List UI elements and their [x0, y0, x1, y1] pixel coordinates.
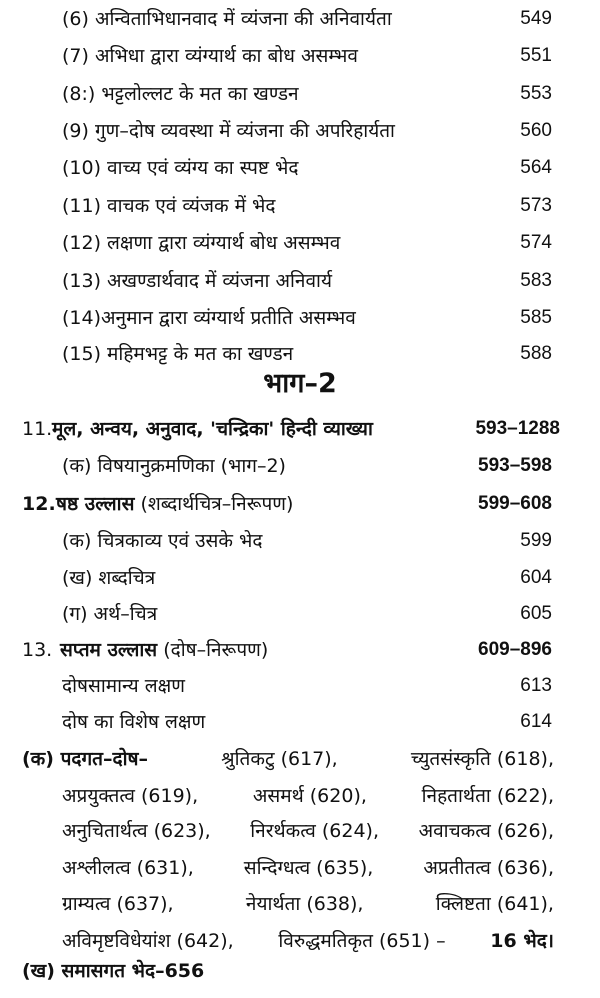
samasgat-label: (ख) समासगत भेद–656 [22, 960, 205, 982]
section-number: 13. [22, 639, 53, 661]
paragraph-line [62, 851, 554, 885]
section-title: मूल, अन्वय, अनुवाद, 'चन्द्रिका' हिन्दी व्याख्या [52, 418, 373, 440]
toc-entry [0, 151, 600, 185]
entry-page: 588 [520, 343, 552, 364]
toc-entry [0, 561, 600, 595]
dosh-item: श्रुतिकटु (617), [221, 748, 338, 770]
paragraph-line [62, 814, 554, 848]
paragraph-line [22, 742, 554, 776]
section-pages: 599–608 [478, 493, 552, 514]
toc-entry [0, 301, 600, 335]
toc-entry [0, 39, 600, 73]
dosh-item: असमर्थ (620), [252, 785, 367, 807]
section-title: सप्तम उल्लास [60, 639, 158, 661]
dosh-item: सन्दिग्धत्व (635), [243, 857, 374, 879]
dosh-count: 16 भेद। [490, 930, 554, 952]
dosh-item: अश्लीलत्व (631), [62, 857, 194, 879]
dosh-item: निरर्थकत्व (624), [250, 820, 380, 842]
samasgat-entry [0, 954, 600, 988]
entry-label: (11) वाचक एवं व्यंजक में भेद [62, 195, 276, 217]
entry-label: (क) विषयानुक्रमणिका (भाग–2) [62, 455, 286, 477]
section-title: षष्ठ उल्लास [56, 493, 135, 515]
entry-page: 593–598 [478, 455, 552, 476]
section-pages: 593–1288 [475, 418, 560, 439]
toc-entry [0, 524, 600, 558]
section-12 [0, 487, 600, 521]
entry-label: (12) लक्षणा द्वारा व्यंग्यार्थ बोध असम्भव [62, 232, 341, 254]
dosh-item: विरुद्धमतिकृत (651) – [278, 930, 446, 952]
dosh-item: निहतार्थता (622), [421, 785, 554, 807]
section-11 [0, 412, 600, 446]
entry-page: 583 [520, 270, 552, 291]
entry-label: (ग) अर्थ–चित्र [62, 603, 158, 625]
entry-label: (6) अन्विताभिधानवाद में व्यंजना की अनिवार्यता [62, 8, 392, 30]
toc-entry [0, 189, 600, 223]
entry-label: दोष का विशेष लक्षण [62, 711, 206, 733]
entry-page: 553 [520, 83, 552, 104]
dosh-item: अविमृष्टविधेयांश (642), [62, 930, 234, 952]
toc-entry [0, 114, 600, 148]
paragraph-line [62, 779, 554, 813]
toc-entry [0, 669, 600, 703]
dosh-item: अवाचकत्व (626), [418, 820, 554, 842]
dosh-item: ग्राम्यत्व (637), [62, 893, 174, 915]
entry-page: 551 [520, 45, 552, 66]
entry-label: दोषसामान्य लक्षण [62, 675, 185, 697]
entry-page: 585 [520, 307, 552, 328]
toc-entry [0, 77, 600, 111]
entry-label: (8:) भट्टलोल्लट के मत का खण्डन [62, 83, 299, 105]
dosh-item: च्युतसंस्कृति (618), [410, 748, 554, 770]
part2-heading: भाग–2 [263, 368, 337, 399]
entry-page: 564 [520, 157, 552, 178]
entry-page: 574 [520, 232, 552, 253]
entry-label: (क) चित्रकाव्य एवं उसके भेद [62, 530, 263, 552]
toc-entry [0, 264, 600, 298]
toc-entry [0, 597, 600, 631]
entry-label: (14)अनुमान द्वारा व्यंग्यार्थ प्रतीति असम्भव [62, 307, 356, 329]
paragraph-line [62, 924, 554, 958]
section-pages: 609–896 [478, 639, 552, 660]
entry-page: 599 [520, 530, 552, 551]
section-number: 12. [22, 493, 56, 515]
dosh-item: क्लिष्टता (641), [435, 893, 554, 915]
section-subtitle: (शब्दार्थचित्र–निरूपण) [140, 493, 294, 515]
paragraph-line [62, 887, 554, 921]
entry-label: (ख) शब्दचित्र [62, 567, 156, 589]
section-number: 11. [22, 418, 53, 440]
dosh-item: अप्रतीतत्व (636), [423, 857, 554, 879]
section-subtitle: (दोष–निरूपण) [163, 639, 269, 661]
padgat-heading: (क) पदगत–दोष– [22, 748, 148, 770]
section-13 [0, 633, 600, 667]
dosh-item: अप्रयुक्तत्व (619), [62, 785, 199, 807]
entry-label: (9) गुण–दोष व्यवस्था में व्यंजना की अपरिहार्यता [62, 120, 395, 142]
toc-entry [0, 705, 600, 739]
entry-label: (15) महिमभट्ट के मत का खण्डन [62, 343, 294, 365]
entry-page: 614 [520, 711, 552, 732]
entry-page: 613 [520, 675, 552, 696]
entry-page: 549 [520, 8, 552, 29]
toc-entry [0, 226, 600, 260]
entry-page: 573 [520, 195, 552, 216]
entry-label: (7) अभिधा द्वारा व्यंग्यार्थ का बोध असम्भव [62, 45, 358, 67]
entry-label: (13) अखण्डार्थवाद में व्यंजना अनिवार्य [62, 270, 332, 292]
toc-entry [0, 449, 600, 483]
entry-page: 605 [520, 603, 552, 624]
dosh-item: अनुचितार्थत्व (623), [62, 820, 211, 842]
entry-page: 604 [520, 567, 552, 588]
toc-entry [0, 2, 600, 36]
dosh-item: नेयार्थता (638), [245, 893, 364, 915]
entry-label: (10) वाच्य एवं व्यंग्य का स्पष्ट भेद [62, 157, 299, 179]
entry-page: 560 [520, 120, 552, 141]
